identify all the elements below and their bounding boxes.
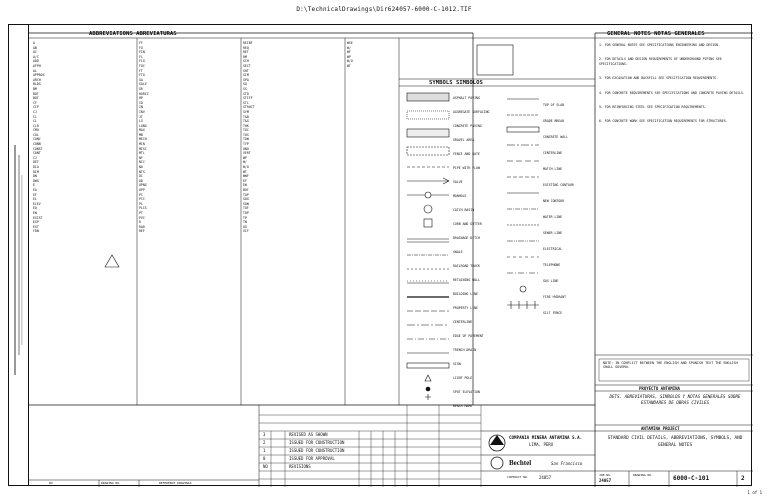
general-notes-header: GENERAL NOTES NOTAS GENERALES	[607, 31, 705, 37]
abbr-column-2	[139, 41, 239, 234]
abbreviation-code: EW	[243, 183, 247, 188]
abbreviation-code: W/O	[347, 59, 353, 64]
abbreviation-code: SHT	[243, 68, 249, 73]
abbreviation-code: HORIZ	[139, 91, 149, 96]
abbreviation-code: TOW	[243, 137, 249, 142]
abbreviation-code: BOT	[33, 91, 39, 96]
symbol-label: CATCH BASIN	[453, 208, 475, 212]
abbreviation-code: APPROX	[33, 73, 45, 78]
abbreviation-code: REINF	[243, 41, 253, 45]
drawing-number: 6000-C-101	[673, 475, 710, 482]
abbreviation-code: IN	[139, 105, 143, 110]
abbreviation-code: NO	[139, 165, 143, 170]
abbreviation-code: OD	[139, 178, 143, 183]
abbreviation-row	[243, 229, 343, 234]
symbol-label: MATCH LINE	[543, 167, 563, 171]
abbreviation-code: SECT	[243, 63, 251, 68]
abbreviation-code: STRUCT	[243, 105, 255, 110]
symbol-label: GAS LINE	[543, 279, 559, 283]
abbreviation-code: OPP	[139, 188, 145, 192]
abbreviation-code: CJ	[33, 155, 37, 160]
abbreviation-code: STD	[243, 91, 249, 96]
abbreviation-code: UG	[243, 224, 247, 229]
abbreviation-code: VERT	[243, 151, 251, 156]
contract-number: 24057	[539, 475, 552, 480]
abbreviation-code: FF	[139, 41, 143, 45]
firm-city: San Francisco	[551, 461, 583, 466]
symbol-label: RAILROAD TRACK	[453, 264, 480, 268]
abbreviation-code: SOW	[243, 201, 249, 206]
symbol-label: SILT FENCE	[543, 311, 563, 315]
abbreviation-code: TW	[243, 220, 247, 225]
abbreviation-code: DET	[33, 160, 39, 165]
abbreviation-code: CONN	[33, 142, 41, 147]
abbreviation-code: HP	[139, 96, 143, 101]
abbreviation-code: RET	[243, 50, 249, 55]
abbreviation-code: RM	[243, 54, 247, 59]
abbreviation-code: MIN	[139, 142, 145, 147]
abbreviation-code: FLG	[139, 59, 145, 64]
abbreviation-code: PC	[139, 192, 143, 197]
revision-description: REVISIONS	[289, 464, 311, 469]
abbreviation-row	[139, 229, 239, 234]
abbreviation-code: FTG	[139, 73, 145, 78]
abbreviation-code: WT	[347, 63, 351, 68]
abbreviation-code: CF	[33, 100, 37, 105]
symbols-header: SYMBOLS SIMBOLOS	[429, 80, 483, 86]
abbreviation-code: T&B	[243, 114, 249, 119]
abbreviation-row	[347, 64, 397, 69]
abbreviation-code: DIM	[33, 169, 39, 174]
abbreviation-code: DWG	[33, 178, 39, 183]
abbreviation-code: COL	[33, 132, 39, 137]
revision-description: ISSUED FOR APPROVAL	[289, 456, 335, 461]
general-note: 1. FOR GENERAL NOTES SEE SPECIFICATIONS ENGINEERING AND DESIGN.	[599, 43, 720, 47]
symbol-label: SIGN	[453, 362, 461, 366]
abbreviation-code: WWF	[243, 174, 249, 179]
abbr-column-4	[347, 41, 397, 69]
general-note: 6. FOR CONCRETE WORK SEE SPECIFICATION REQUIREMENTS FOR STRUCTURES.	[599, 119, 728, 124]
abbreviation-code: OPNG	[139, 183, 147, 188]
abbr-column-3	[243, 41, 343, 234]
general-note: 2. FOR DETAILS AND DESIGN REQUIREMENTS OF UNDERGROUND PIPING SEE SPECIFICATIONS.	[599, 57, 722, 66]
symbol-label: NEW CONTOUR	[543, 199, 565, 203]
abbreviation-code: STIFF	[243, 96, 253, 101]
symbol-label: SEWER LINE	[543, 231, 563, 235]
abbreviation-code: TP	[243, 215, 247, 220]
abbreviation-code: GR	[139, 86, 143, 91]
symbol-label: WATER LINE	[543, 215, 563, 219]
symbol-label: PIPE WITH FLOW	[453, 166, 480, 170]
symbol-label: CONCRETE PAVING	[453, 124, 482, 128]
abbreviation-code: TOS	[243, 132, 249, 137]
symbol-label: CURB AND GUTTER	[453, 222, 482, 226]
symbol-label: VALVE	[453, 180, 463, 184]
abbreviation-code: SOG	[243, 197, 249, 202]
abbreviation-code: A/C	[33, 54, 39, 59]
abbreviation-code: PVC	[139, 215, 145, 220]
symbol-label: ASPHALT PAVING	[453, 96, 480, 100]
abbreviation-code: TOP	[243, 192, 249, 197]
symbol-label: PROPERTY LINE	[453, 306, 478, 310]
abbreviation-code: CL	[33, 119, 37, 124]
firm-logo-text: Bechtel	[509, 459, 532, 467]
abbreviation-code: W/O	[243, 165, 249, 170]
abbreviation-code: E	[33, 183, 35, 188]
abbreviation-code: SYM	[243, 109, 249, 114]
file-path: D:\TechnicalDrawings\Dir624057-6000-C-1012.TIF	[296, 6, 472, 13]
symbol-label: BUILDING LINE	[453, 292, 478, 296]
revision-row	[261, 448, 481, 456]
abbreviation-code: PCC	[139, 197, 145, 202]
symbol-label: EXISTING CONTOUR	[543, 183, 574, 187]
abbreviation-code: PT	[139, 210, 143, 215]
symbol-labels-right	[543, 97, 595, 321]
abbreviation-code: INV	[139, 109, 145, 114]
abbreviation-code: MTL	[139, 151, 145, 156]
symbol-label: GRADE BREAK	[543, 119, 565, 123]
abbreviation-code: ADD	[33, 59, 39, 64]
abbreviation-code: CONST	[33, 146, 43, 151]
revision-row	[261, 432, 481, 440]
abbreviation-code: UNO	[243, 146, 249, 151]
page-counter: 1 of 1	[747, 490, 762, 495]
revision-no: 1	[263, 448, 266, 453]
symbol-label: RETAINING WALL	[453, 278, 480, 282]
abbreviation-code: GA	[139, 77, 143, 82]
abbreviation-code: EF	[243, 178, 247, 183]
symbol-label: FIRE HYDRANT	[543, 295, 567, 299]
abbreviation-code: EQ	[33, 206, 37, 211]
abbreviation-code: SQ	[243, 82, 247, 87]
abbreviation-code: CONC	[33, 137, 41, 142]
title-spanish: DETS. ABREVIATURAS, SIMBOLOS Y NOTAS GENERALES SOBRE ESTANDARES DE OBRAS CIVILES	[609, 394, 741, 405]
abbreviation-code: FT	[139, 68, 143, 73]
abbreviation-code: EXT	[33, 224, 39, 229]
abbreviation-code: AB	[33, 45, 37, 50]
abbreviation-code: REF	[139, 229, 145, 234]
abbreviation-code: OC	[139, 174, 143, 179]
contract-label: CONTRACT NO.	[507, 475, 529, 479]
abbreviation-code: EA	[33, 188, 37, 192]
abbreviation-code: STL	[243, 100, 249, 105]
symbol-label: TRENCH DRAIN	[453, 348, 477, 352]
job-label: JOB NO.	[599, 473, 612, 477]
stamp-note: NOTE: IN CONFLICT BETWEEN THE ENGLISH AND SPANISH TEXT THE ENGLISH SHALL GOVERN.	[603, 361, 738, 370]
abbreviation-code: WT	[243, 169, 247, 174]
general-notes-list	[599, 43, 749, 134]
abbreviation-code: ID	[139, 100, 143, 105]
abbreviation-code: CONT	[33, 151, 41, 156]
abbreviation-code: LG	[139, 119, 143, 124]
abbreviation-code: A	[33, 41, 35, 45]
project-english: ANTAMINA PROJECT	[641, 426, 680, 431]
abbreviation-code: SS	[243, 86, 247, 91]
abbreviation-code: EXIST	[33, 215, 43, 220]
symbol-labels-left	[453, 91, 507, 413]
revision-description: ISSUED FOR CONSTRUCTION	[289, 440, 345, 445]
revision-table	[261, 432, 481, 472]
abbreviation-code: CJ	[33, 109, 37, 114]
abbreviation-code: T&G	[243, 119, 249, 124]
abbreviation-code: FL	[139, 54, 143, 59]
abbreviation-code: BM	[33, 86, 37, 91]
abbreviation-code: MB	[139, 132, 143, 137]
symbol-label: CONCRETE WALL	[543, 135, 568, 139]
abbreviation-code: GALV	[139, 82, 147, 87]
abbreviation-code: THK	[243, 123, 249, 128]
symbol-label: CENTERLINE	[543, 151, 563, 155]
abbreviation-code: W/	[347, 45, 351, 50]
abbreviation-code: NIC	[139, 160, 145, 165]
symbol-label: AGGREGATE SURFACING	[453, 110, 490, 114]
abbreviation-code: AC	[33, 50, 37, 55]
abbreviation-code: TOF	[243, 206, 249, 211]
abbreviation-code: MISC	[139, 146, 147, 151]
abbreviation-code: ELEV	[33, 201, 41, 206]
abbreviation-code: EL	[33, 197, 37, 202]
abbreviation-code: R	[139, 220, 141, 225]
company-city: LIMA, PERU	[529, 442, 554, 447]
abbreviation-code: DIA	[33, 165, 39, 170]
revision-description: REVISED AS SHOWN	[289, 432, 328, 437]
revision-no: 0	[263, 456, 266, 461]
abbreviation-code: PLCS	[139, 206, 147, 211]
abbreviation-code: CL	[33, 114, 37, 119]
abbreviation-code: DN	[33, 174, 37, 179]
abbreviation-code: CLR	[33, 123, 39, 128]
symbol-label: SPOT ELEVATION	[453, 390, 480, 394]
symbol-label: BENCH MARK	[453, 404, 473, 408]
job-number: 24057	[599, 478, 612, 483]
drawing-no-label: DRAWING NO.	[101, 481, 121, 485]
general-note: 3. FOR EXCAVATION AND BACKFILL SEE SPECIFICATION REQUIREMENTS.	[599, 76, 718, 81]
symbol-label: TELEPHONE	[543, 263, 561, 267]
abbreviation-code: NTS	[139, 169, 145, 174]
abbreviation-code: WP	[243, 155, 247, 160]
abbreviation-code: TOP	[243, 210, 249, 215]
general-note: 4. FOR CONCRETE REQUIREMENTS SEE SPECIFICATIONS AND CONCRETE PAVING DETAILS.	[599, 90, 745, 95]
abbreviations-header: ABBREVIATIONS ABREVIATURAS	[89, 31, 177, 37]
abbreviation-code: AFPH	[33, 63, 41, 68]
general-note: 5. FOR REINFORCING STEEL SEE SPECIFICATION REQUIREMENTS.	[599, 105, 707, 110]
abbreviation-code: CIP	[33, 105, 39, 110]
symbol-label: FENCE AND GATE	[453, 152, 480, 156]
revision-number: 2	[741, 475, 745, 482]
abbreviation-code: MECH	[139, 137, 147, 142]
abbreviation-code: WSE	[347, 41, 353, 45]
abbreviation-code: REQ	[243, 45, 249, 50]
abbreviation-code: FOC	[139, 63, 145, 68]
revision-no: 3	[263, 432, 266, 437]
ref-no-label: NO	[49, 481, 53, 485]
abbreviation-code: SPA	[243, 77, 249, 82]
abbreviation-code: TOC	[243, 128, 249, 133]
abbreviation-code: VIF	[243, 229, 249, 234]
abbreviation-code: MAX	[139, 128, 145, 133]
abbreviation-code: EW	[33, 210, 37, 215]
symbol-label: MANHOLE	[453, 194, 467, 198]
abbreviation-code: FIN	[139, 50, 145, 55]
abbreviation-code: WF	[347, 50, 351, 55]
abbreviation-code: SIM	[243, 73, 249, 78]
abbreviation-code: JT	[139, 114, 143, 119]
abbreviation-code: CMU	[33, 128, 39, 133]
abbreviation-code: BOT	[33, 96, 39, 101]
revision-row	[261, 464, 481, 472]
symbol-label: SWALE	[453, 250, 463, 254]
symbol-label: EDGE OF PAVEMENT	[453, 334, 484, 338]
revision-row	[261, 440, 481, 448]
symbol-label: ELECTRICAL	[543, 247, 563, 251]
abbreviation-code: ARCH	[33, 77, 41, 82]
abbreviation-code: FDN	[33, 229, 39, 234]
abbreviation-code: LONG	[139, 123, 147, 128]
symbol-label: DRAINAGE DITCH	[453, 236, 480, 240]
drawing-label: DRAWING NO.	[633, 473, 653, 477]
abbreviation-code: SCH	[243, 59, 249, 64]
abbreviation-code: RAD	[139, 224, 145, 229]
ref-drawings-label: REFERENCE DRAWINGS	[159, 481, 192, 485]
symbol-label: TOP OF SLAB	[543, 103, 565, 107]
revision-no: NO	[263, 464, 268, 469]
symbol-label: LIGHT POLE	[453, 376, 473, 380]
revision-no: 2	[263, 440, 266, 445]
company-name: COMPANIA MINERA ANTAMINA S.A.	[509, 435, 583, 440]
abbreviation-code: EXP	[33, 220, 39, 225]
abbreviation-code: TYP	[243, 142, 249, 147]
abbreviation-code: BOT	[243, 188, 249, 192]
title-english: STANDARD CIVIL DETAILS, ABBREVIATIONS, SYMBOLS, AND GENERAL NOTES	[607, 436, 743, 448]
drawing-sheet	[8, 24, 752, 486]
abbreviation-code: W/	[243, 160, 247, 165]
abbreviation-code: PL	[139, 201, 143, 206]
revision-description: ISSUED FOR CONSTRUCTION	[289, 448, 345, 453]
abbreviation-code: WP	[347, 54, 351, 59]
abbreviation-code: FG	[139, 45, 143, 50]
abbreviation-code: NF	[139, 155, 143, 160]
abbr-column-1	[33, 41, 135, 234]
abbreviation-row	[33, 229, 135, 234]
abbreviation-code: BLDG	[33, 82, 41, 87]
symbol-label: GRAVEL AREA	[453, 138, 475, 142]
project-label: PROYECTO ANTAMINA	[639, 386, 680, 391]
revision-row	[261, 456, 481, 464]
symbol-label: CENTERLINE	[453, 320, 473, 324]
abbreviation-code: AL	[33, 68, 37, 73]
abbreviation-code: EF	[33, 192, 37, 197]
